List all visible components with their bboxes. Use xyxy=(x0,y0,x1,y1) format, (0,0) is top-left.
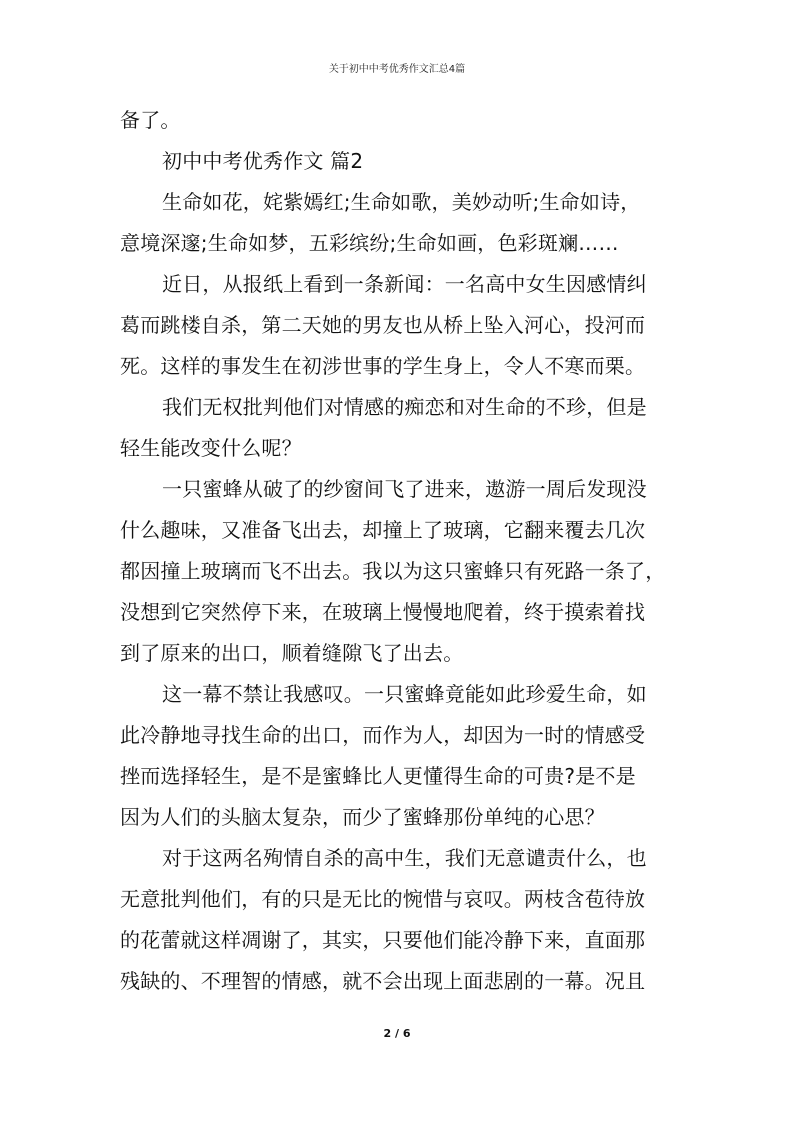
body-line: 无意批判他们，有的只是无比的惋惜与哀叹。两枝含苞待放 xyxy=(120,887,646,911)
body-line: 意境深邃;生命如梦，五彩缤纷;生命如画，色彩斑斓…… xyxy=(120,231,619,255)
body-line: 死。这样的事发生在初涉世事的学生身上，令人不寒而栗。 xyxy=(120,354,646,378)
body-line: 近日，从报纸上看到一条新闻：一名高中女生因感情纠 xyxy=(162,272,647,296)
body-line: 到了原来的出口，顺着缝隙飞了出去。 xyxy=(120,641,464,665)
body-line: 此冷静地寻找生命的出口，而作为人，却因为一时的情感受 xyxy=(120,723,646,747)
body-line: 挫而选择轻生，是不是蜜蜂比人更懂得生命的可贵?是不是 xyxy=(120,764,636,788)
body-line: 什么趣味，又准备飞出去，却撞上了玻璃，它翻来覆去几次 xyxy=(120,518,646,542)
body-line: 轻生能改变什么呢？ xyxy=(120,436,302,460)
body-line: 都因撞上玻璃而飞不出去。我以为这只蜜蜂只有死路一条了， xyxy=(120,559,666,583)
body-line: 我们无权批判他们对情感的痴恋和对生命的不珍，但是 xyxy=(162,395,647,419)
section-heading: 初中中考优秀作文 篇2 xyxy=(162,149,364,173)
document-body xyxy=(120,100,680,1002)
body-line: 因为人们的头脑太复杂，而少了蜜蜂那份单纯的心思？ xyxy=(120,805,605,829)
page-header: 关于初中中考优秀作文汇总4篇 xyxy=(328,64,466,75)
body-line: 没想到它突然停下来，在玻璃上慢慢地爬着，终于摸索着找 xyxy=(120,600,646,624)
body-line: 一只蜜蜂从破了的纱窗间飞了进来，遨游一周后发现没 xyxy=(162,477,647,501)
body-line: 备了。 xyxy=(120,108,181,132)
page-number: 2 / 6 xyxy=(383,1027,411,1040)
body-line: 生命如花，姹紫嫣红;生命如歌，美妙动听;生命如诗， xyxy=(162,190,641,214)
body-line: 对于这两名殉情自杀的高中生，我们无意谴责什么，也 xyxy=(162,846,647,870)
body-line: 这一幕不禁让我感叹。一只蜜蜂竟能如此珍爱生命，如 xyxy=(162,682,647,706)
body-line: 残缺的、不理智的情感，就不会出现上面悲剧的一幕。况且 xyxy=(120,969,646,993)
body-line: 的花蕾就这样凋谢了，其实，只要他们能冷静下来，直面那 xyxy=(120,928,646,952)
body-line: 葛而跳楼自杀，第二天她的男友也从桥上坠入河心，投河而 xyxy=(120,313,646,337)
